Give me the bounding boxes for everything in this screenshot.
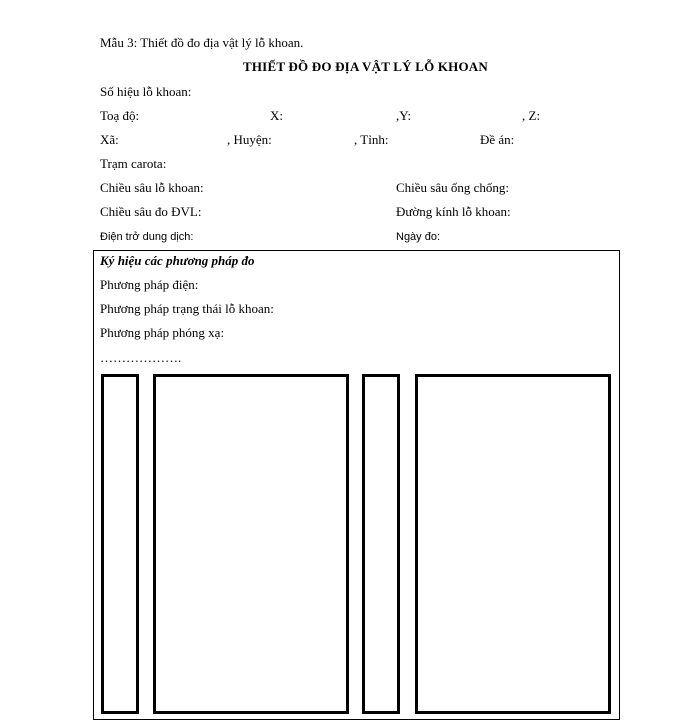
- borehole-diameter-label: Đường kính lỗ khoan:: [396, 204, 511, 219]
- log-column-1: [101, 374, 139, 714]
- province-label: , Tỉnh:: [354, 132, 389, 147]
- electric-method-label: Phương pháp điện:: [100, 277, 199, 292]
- coordinates-label: Toạ độ:: [100, 108, 140, 123]
- borehole-state-method-label: Phương pháp trạng thái lỗ khoan:: [100, 301, 274, 316]
- borehole-number-label: Số hiệu lỗ khoan:: [100, 84, 192, 99]
- project-label: Đề án:: [480, 132, 515, 147]
- commune-label: Xã:: [100, 132, 119, 147]
- survey-depth-label: Chiều sâu đo ĐVL:: [100, 204, 202, 219]
- log-column-2: [153, 374, 349, 714]
- casing-depth-label: Chiều sâu ống chống:: [396, 180, 510, 195]
- borehole-depth-label: Chiều sâu lỗ khoan:: [100, 180, 204, 195]
- z-coordinate-label: , Z:: [522, 108, 541, 123]
- ellipsis-line: ……………….: [100, 350, 182, 365]
- x-coordinate-label: X:: [270, 108, 283, 123]
- log-column-4: [415, 374, 611, 714]
- log-column-3: [362, 374, 400, 714]
- legend-heading: Ký hiệu các phương pháp đo: [100, 253, 255, 268]
- carota-station-label: Trạm carota:: [100, 156, 167, 171]
- page-title: THIẾT ĐỒ ĐO ĐỊA VẬT LÝ LỖ KHOAN: [243, 59, 488, 74]
- radioactive-method-label: Phương pháp phóng xạ:: [100, 325, 225, 340]
- fluid-resistivity-label: Điện trở dung dịch:: [100, 231, 194, 243]
- district-label: , Huyện:: [227, 132, 272, 147]
- survey-date-label: Ngày đo:: [396, 231, 441, 243]
- form-number: Mẫu 3: Thiết đồ đo địa vật lý lỗ khoan.: [100, 35, 304, 50]
- y-coordinate-label: ,Y:: [396, 108, 412, 123]
